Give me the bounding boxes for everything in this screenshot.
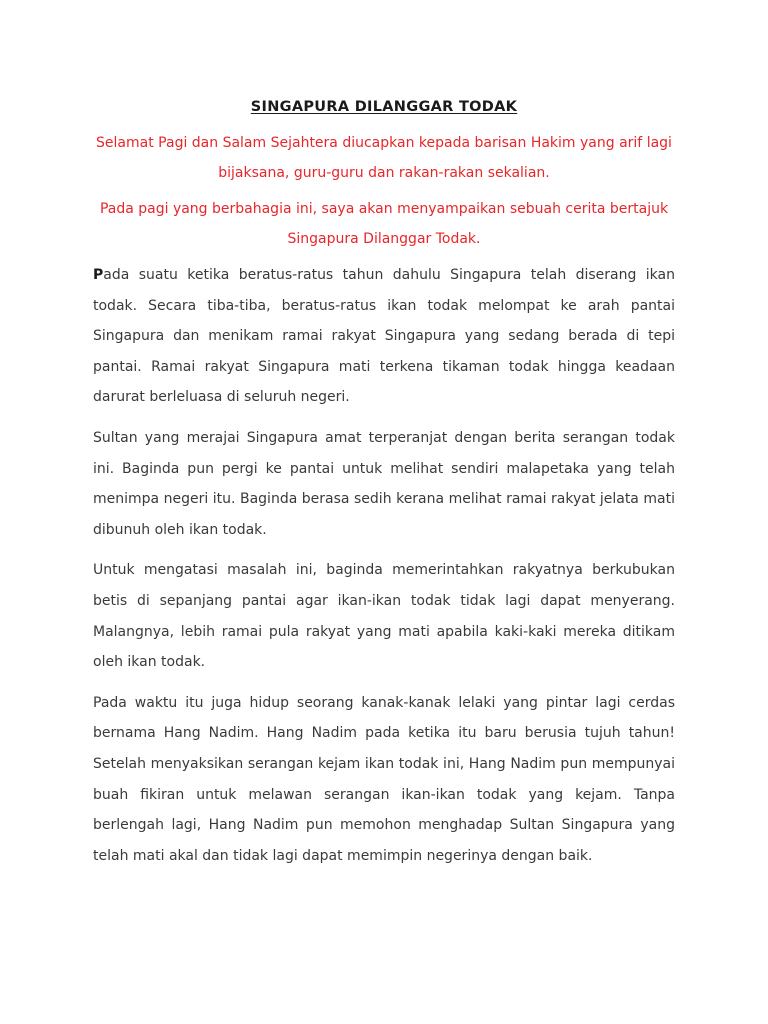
intro-line: Pada pagi yang berbahagia ini, saya akan menyampaikan sebuah cerita bertajuk Singapura Dilanggar Todak. (99, 201, 669, 247)
paragraph-initial: P (93, 267, 104, 283)
body-paragraph-4: Pada waktu itu juga hidup seorang kanak-kanak lelaki yang pintar lagi cerdas bernama Hang Nadim. Hang Nadim pada ketika itu baru berusia tujuh tahun! Setelah menyaksikan serangan kejam ikan todak ini, Hang Nadim pun mempunyai buah fikiran untuk melawan serangan ikan-ikan todak yang kejam. Tanpa berlengah lagi, Hang Nadim pun memohon menghadap Sultan Singapura yang telah mati akal dan tidak lagi dapat memimpin negerinya dengan baik. (93, 694, 675, 864)
greeting-line: Selamat Pagi dan Salam Sejahtera diucapkan kepada barisan Hakim yang arif lagi bijaksana, guru-guru dan rakan-rakan sekalian. (96, 135, 672, 181)
body-paragraph-2: Sultan yang merajai Singapura amat terperanjat dengan berita serangan todak ini. Baginda pun pergi ke pantai untuk melihat sendiri malapetaka yang telah menimpa negeri itu. Baginda berasa sedih kerana melihat ramai rakyat jelata mati dibunuh oleh ikan todak. (93, 429, 675, 538)
paragraph-text: ada suatu ketika beratus-ratus tahun dahulu Singapura telah diserang ikan todak. Secara tiba-tiba, beratus-ratus ikan todak melompat ke arah pantai Singapura dan menikam ramai rakyat Singapura yang sedang berada di tepi pantai. Ramai rakyat Singapura mati terkena tikaman todak hingga keadaan darurat berleluasa di seluruh negeri. (93, 267, 675, 406)
body-paragraph-3: Untuk mengatasi masalah ini, baginda memerintahkan rakyatnya berkubukan betis di sepanjang pantai agar ikan-ikan todak tidak lagi dapat menyerang. Malangnya, lebih ramai pula rakyat yang mati apabila kaki-kaki mereka ditikam oleh ikan todak. (93, 562, 675, 671)
document-title: SINGAPURA DILANGGAR TODAK (250, 99, 518, 115)
body-paragraph-1 (93, 260, 675, 413)
document-page (93, 96, 675, 881)
